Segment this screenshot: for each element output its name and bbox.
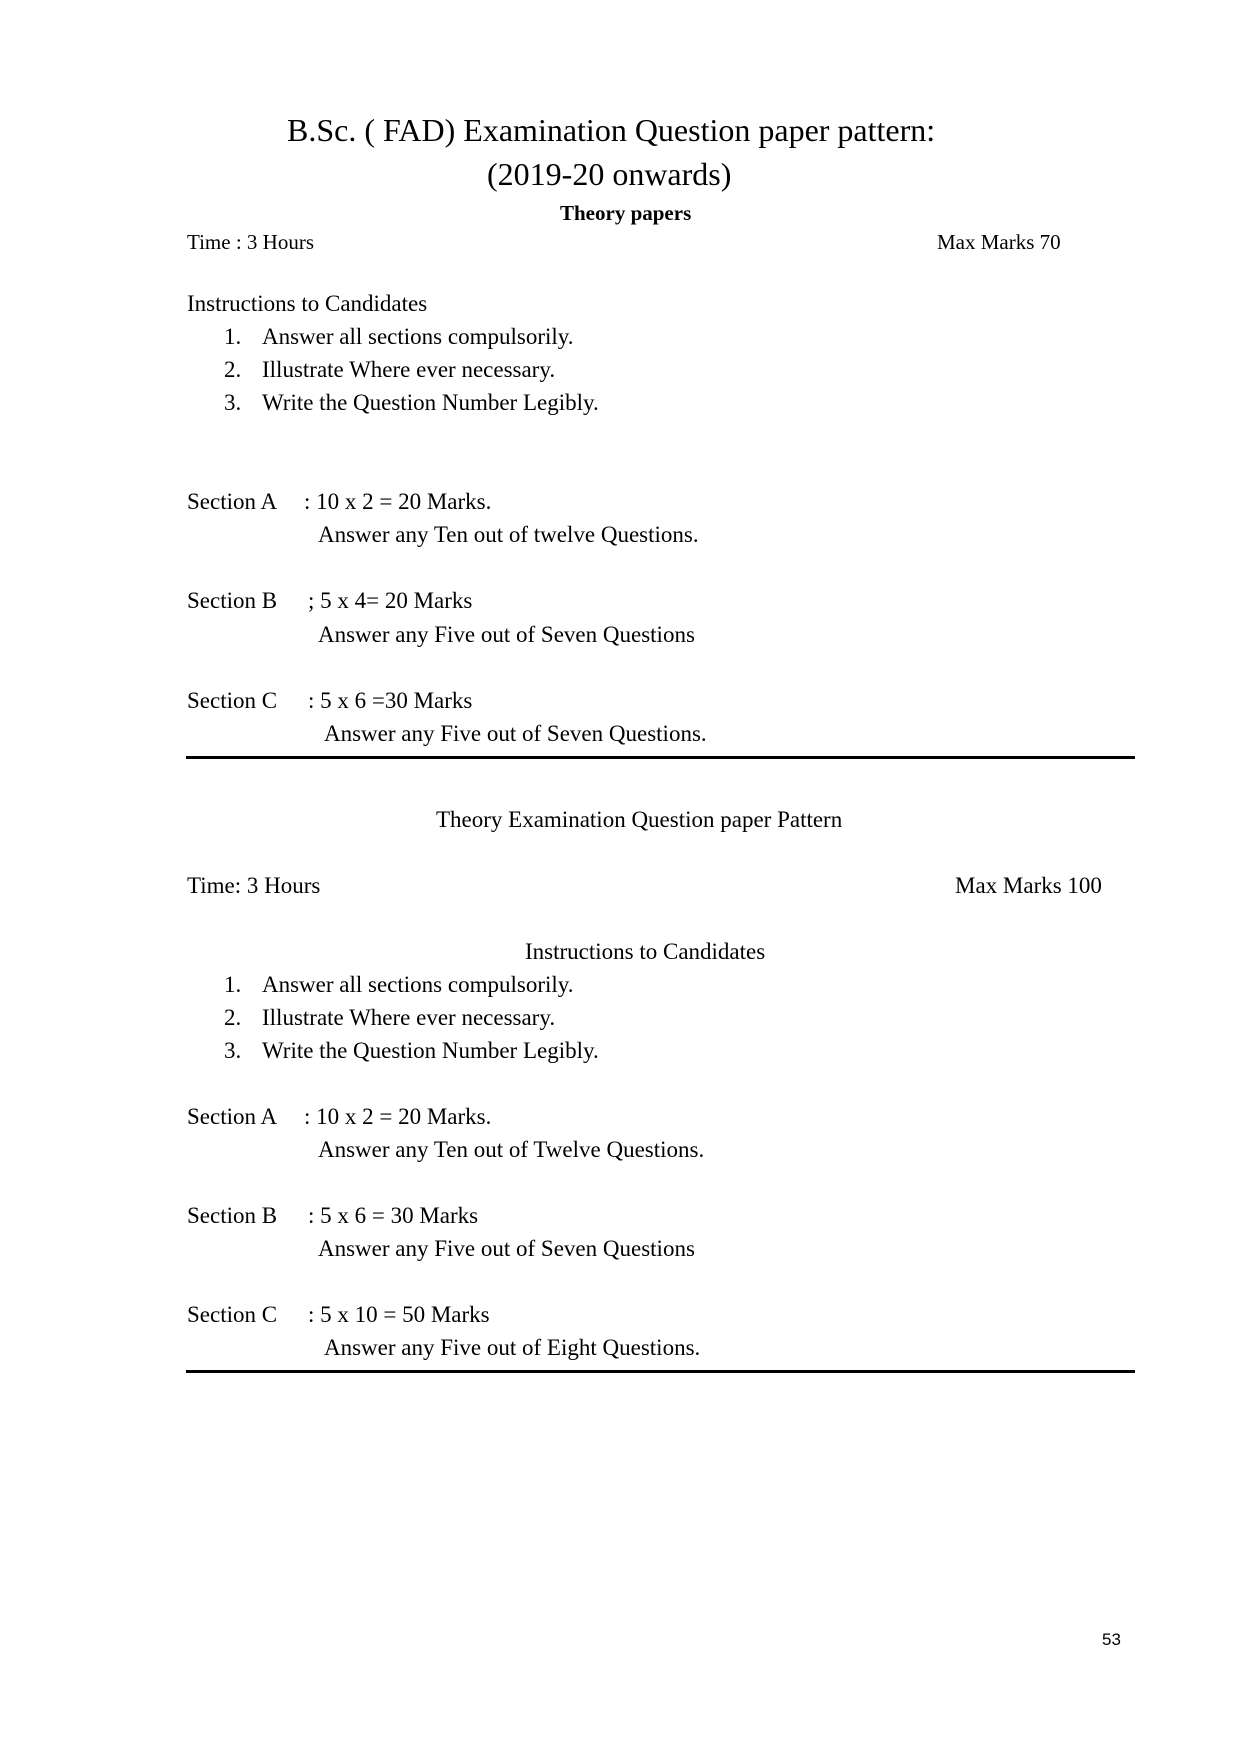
pattern2-section-a-marks: : 10 x 2 = 20 Marks.	[304, 1104, 492, 1129]
pattern2-heading: Theory Examination Question paper Pattern	[436, 807, 843, 832]
pattern1-section-a-label: Section A	[187, 489, 278, 514]
pattern1-section-c-marks: : 5 x 6 =30 Marks	[308, 688, 473, 713]
pattern2-time: Time: 3 Hours	[187, 873, 321, 898]
pattern1-instructions-heading: Instructions to Candidates	[187, 291, 428, 316]
section-divider	[186, 756, 1135, 759]
pattern2-section-b-note: Answer any Five out of Seven Questions	[318, 1236, 695, 1261]
pattern1-instruction-num: 2.	[224, 357, 242, 382]
pattern2-instructions-heading: Instructions to Candidates	[525, 939, 766, 964]
pattern2-section-c-note: Answer any Five out of Eight Questions.	[324, 1335, 701, 1360]
pattern1-instruction-num: 3.	[224, 390, 242, 415]
pattern1-section-b-label: Section B	[187, 588, 278, 613]
pattern1-section-b-marks: ; 5 x 4= 20 Marks	[308, 588, 473, 613]
pattern2-instruction-text: Answer all sections compulsorily.	[262, 972, 574, 997]
pattern2-section-c-label: Section C	[187, 1302, 278, 1327]
pattern2-instruction-num: 2.	[224, 1005, 242, 1030]
pattern2-instruction-text: Write the Question Number Legibly.	[262, 1038, 599, 1063]
pattern1-time: Time : 3 Hours	[187, 230, 314, 254]
page-title-line2: (2019-20 onwards)	[487, 156, 732, 192]
pattern2-section-c-marks: : 5 x 10 = 50 Marks	[308, 1302, 490, 1327]
pattern1-section-a-note: Answer any Ten out of twelve Questions.	[318, 522, 699, 547]
pattern2-max-marks: Max Marks 100	[955, 873, 1102, 898]
page-number: 53	[1102, 1630, 1121, 1649]
pattern1-section-c-label: Section C	[187, 688, 278, 713]
pattern1-instruction-num: 1.	[224, 324, 242, 349]
pattern2-section-b-label: Section B	[187, 1203, 278, 1228]
pattern1-section-a-marks: : 10 x 2 = 20 Marks.	[304, 489, 492, 514]
pattern1-instruction-text: Answer all sections compulsorily.	[262, 324, 574, 349]
page-title-line1: B.Sc. ( FAD) Examination Question paper pattern:	[287, 112, 936, 148]
pattern1-max-marks: Max Marks 70	[937, 230, 1061, 254]
pattern1-section-b-note: Answer any Five out of Seven Questions	[318, 622, 695, 647]
pattern2-section-a-label: Section A	[187, 1104, 278, 1129]
section-divider	[186, 1370, 1135, 1373]
pattern2-instruction-num: 3.	[224, 1038, 242, 1063]
pattern2-instruction-text: Illustrate Where ever necessary.	[262, 1005, 556, 1030]
pattern2-instruction-num: 1.	[224, 972, 242, 997]
pattern2-section-b-marks: : 5 x 6 = 30 Marks	[308, 1203, 479, 1228]
pattern1-section-c-note: Answer any Five out of Seven Questions.	[324, 721, 707, 746]
pattern1-instruction-text: Illustrate Where ever necessary.	[262, 357, 556, 382]
page-subtitle: Theory papers	[560, 201, 692, 225]
pattern2-section-a-note: Answer any Ten out of Twelve Questions.	[318, 1137, 705, 1162]
pattern1-instruction-text: Write the Question Number Legibly.	[262, 390, 599, 415]
